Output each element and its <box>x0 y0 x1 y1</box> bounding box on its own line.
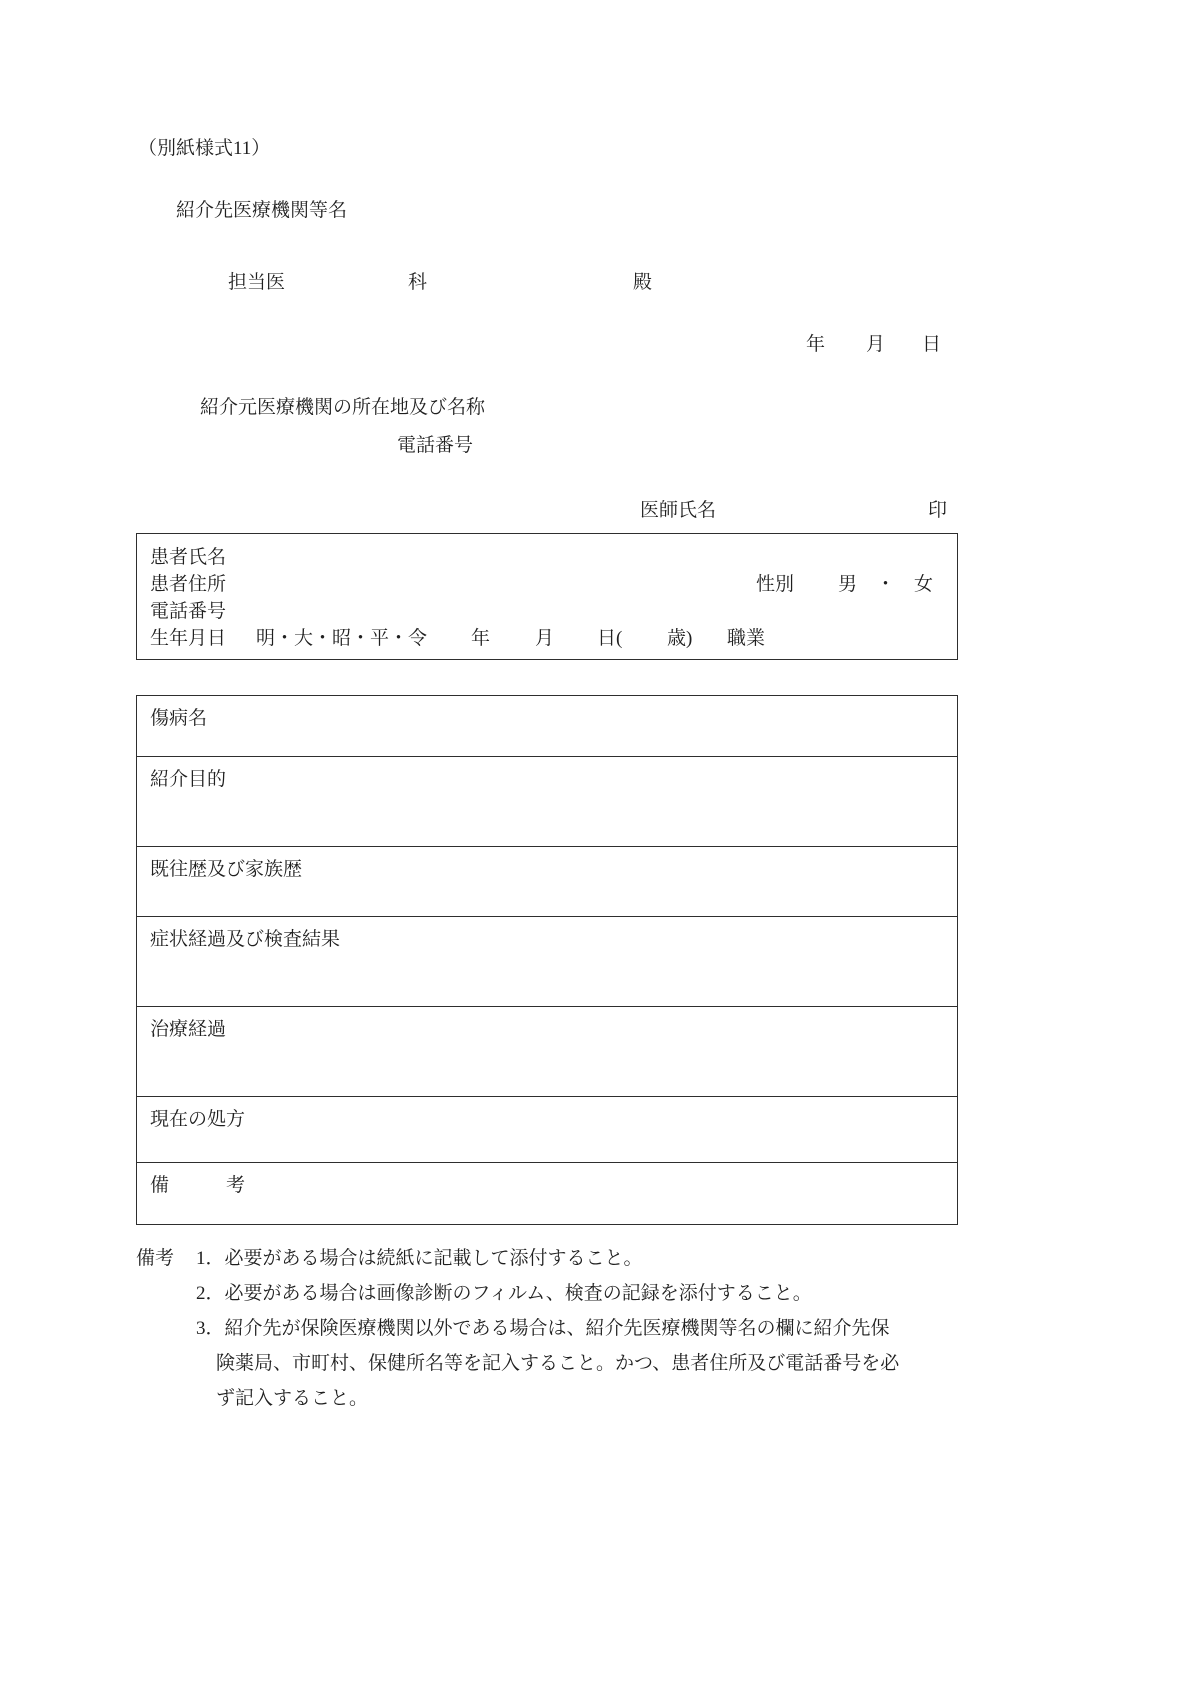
patient-phone-label: 電話番号 <box>150 601 227 622</box>
seal-label: 印 <box>928 500 948 521</box>
section-row-current-prescription <box>137 1096 957 1162</box>
section-label-current-prescription: 現在の処方 <box>150 1109 246 1130</box>
note-1: 1．必要がある場合は続紙に記載して添付すること。 <box>196 1248 643 1269</box>
birthdate-label: 生年月日 <box>150 628 227 649</box>
section-row-history <box>137 846 957 916</box>
section-label-diagnosis: 傷病名 <box>150 708 208 729</box>
patient-address-label: 患者住所 <box>150 574 227 595</box>
note-3-line-1: 3．紹介先が保険医療機関以外である場合は、紹介先医療機関等名の欄に紹介先保 <box>196 1318 890 1339</box>
section-row-diagnosis <box>137 696 957 756</box>
sex-label: 性別 <box>756 574 795 595</box>
sex-options: 男 ・ 女 <box>838 574 934 595</box>
section-row-referral-purpose <box>137 756 957 846</box>
patient-name-label: 患者氏名 <box>150 547 227 568</box>
section-label-treatment-course: 治療経過 <box>150 1019 227 1040</box>
patient-info-box <box>136 533 958 660</box>
date-year-label: 年 <box>806 334 826 355</box>
note-3-line-2: 険薬局、市町村、保健所名等を記入すること。かつ、患者住所及び電話番号を必 <box>216 1353 900 1374</box>
department-label: 科 <box>408 272 428 293</box>
birth-month-label: 月 <box>535 628 555 649</box>
age-label: 歳) <box>667 628 693 649</box>
birth-year-label: 年 <box>471 628 491 649</box>
date-month-label: 月 <box>866 334 886 355</box>
dono-label: 殿 <box>633 272 653 293</box>
section-row-treatment-course <box>137 1006 957 1096</box>
header-phone-label: 電話番号 <box>397 435 474 456</box>
birth-day-label: 日( <box>597 628 623 649</box>
note-2: 2．必要がある場合は画像診断のフィルム、検査の記録を添付すること。 <box>196 1283 812 1304</box>
section-label-referral-purpose: 紹介目的 <box>150 769 227 790</box>
section-label-remarks: 備 考 <box>150 1175 246 1196</box>
referral-from-label: 紹介元医療機関の所在地及び名称 <box>200 397 486 418</box>
referral-to-label: 紹介先医療機関等名 <box>176 200 348 221</box>
era-options: 明・大・昭・平・令 <box>256 628 428 649</box>
section-label-symptoms-tests: 症状経過及び検査結果 <box>150 929 341 950</box>
attending-doctor-label: 担当医 <box>228 272 286 293</box>
section-label-history: 既往歴及び家族歴 <box>150 859 303 880</box>
notes-heading: 備考 <box>136 1248 175 1269</box>
date-day-label: 日 <box>922 334 942 355</box>
doctor-name-label: 医師氏名 <box>640 500 717 521</box>
form-code: （別紙様式11） <box>138 138 271 159</box>
clinical-sections-box <box>136 695 958 1225</box>
section-row-symptoms-tests <box>137 916 957 1006</box>
note-3-line-3: ず記入すること。 <box>216 1388 369 1409</box>
occupation-label: 職業 <box>727 628 766 649</box>
section-row-remarks <box>137 1162 957 1224</box>
